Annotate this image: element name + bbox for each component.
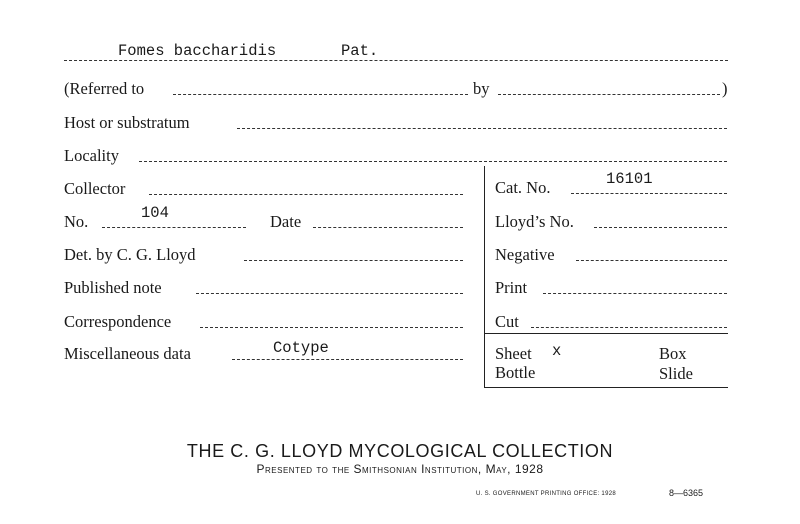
lloyds-no-label: Lloyd’s No.	[495, 212, 574, 231]
cut-line	[531, 327, 727, 328]
sheet-mark: x	[552, 342, 562, 360]
date-label: Date	[270, 212, 302, 231]
number-label: No.	[64, 212, 89, 231]
host-label: Host or substratum	[64, 113, 190, 132]
collector-line	[149, 194, 463, 195]
misc-data-line	[232, 359, 463, 360]
misc-data-value: Cotype	[273, 339, 329, 357]
det-by-label: Det. by C. G. Lloyd	[64, 245, 196, 264]
negative-line	[576, 260, 727, 261]
specimen-author: Pat.	[341, 42, 379, 60]
locality-line	[139, 161, 727, 162]
locality-label: Locality	[64, 146, 119, 165]
box-left-border	[484, 166, 485, 388]
cat-no-value: 16101	[606, 170, 653, 188]
misc-data-label: Miscellaneous data	[64, 344, 191, 363]
negative-label: Negative	[495, 245, 555, 264]
box-label: Box	[659, 344, 687, 363]
referred-to-line	[173, 94, 468, 95]
collection-title: THE C. G. LLOYD MYCOLOGICAL COLLECTION	[186, 441, 614, 461]
collection-subtitle: Presented to the Smithsonian Institution, May, 1928	[256, 462, 544, 476]
print-label: Print	[495, 278, 528, 297]
referred-to-label: (Referred to	[64, 79, 145, 98]
specimen-name: Fomes baccharidis	[118, 42, 277, 60]
specimen-name-line	[64, 60, 728, 61]
form-code: 8—6365	[669, 488, 704, 498]
date-line	[313, 227, 463, 228]
number-line	[102, 227, 246, 228]
cat-no-label: Cat. No.	[495, 178, 551, 197]
collector-label: Collector	[64, 179, 126, 198]
cat-no-line	[571, 193, 727, 194]
close-paren: )	[722, 79, 728, 98]
sheet-label: Sheet	[495, 344, 532, 363]
by-label: by	[473, 79, 490, 98]
bottle-label: Bottle	[495, 363, 536, 382]
correspondence-label: Correspondence	[64, 312, 172, 331]
published-note-label: Published note	[64, 278, 162, 297]
slide-label: Slide	[659, 364, 693, 383]
number-value: 104	[141, 204, 169, 222]
printing-office-note: U. S. GOVERNMENT PRINTING OFFICE: 1928	[476, 491, 616, 497]
by-line	[498, 94, 720, 95]
det-by-line	[244, 260, 463, 261]
host-line	[237, 128, 727, 129]
box-divider	[484, 333, 728, 334]
correspondence-line	[200, 327, 463, 328]
published-note-line	[196, 293, 463, 294]
cut-label: Cut	[495, 312, 519, 331]
print-line	[543, 293, 727, 294]
box-bottom-border	[484, 387, 728, 388]
lloyds-no-line	[594, 227, 727, 228]
